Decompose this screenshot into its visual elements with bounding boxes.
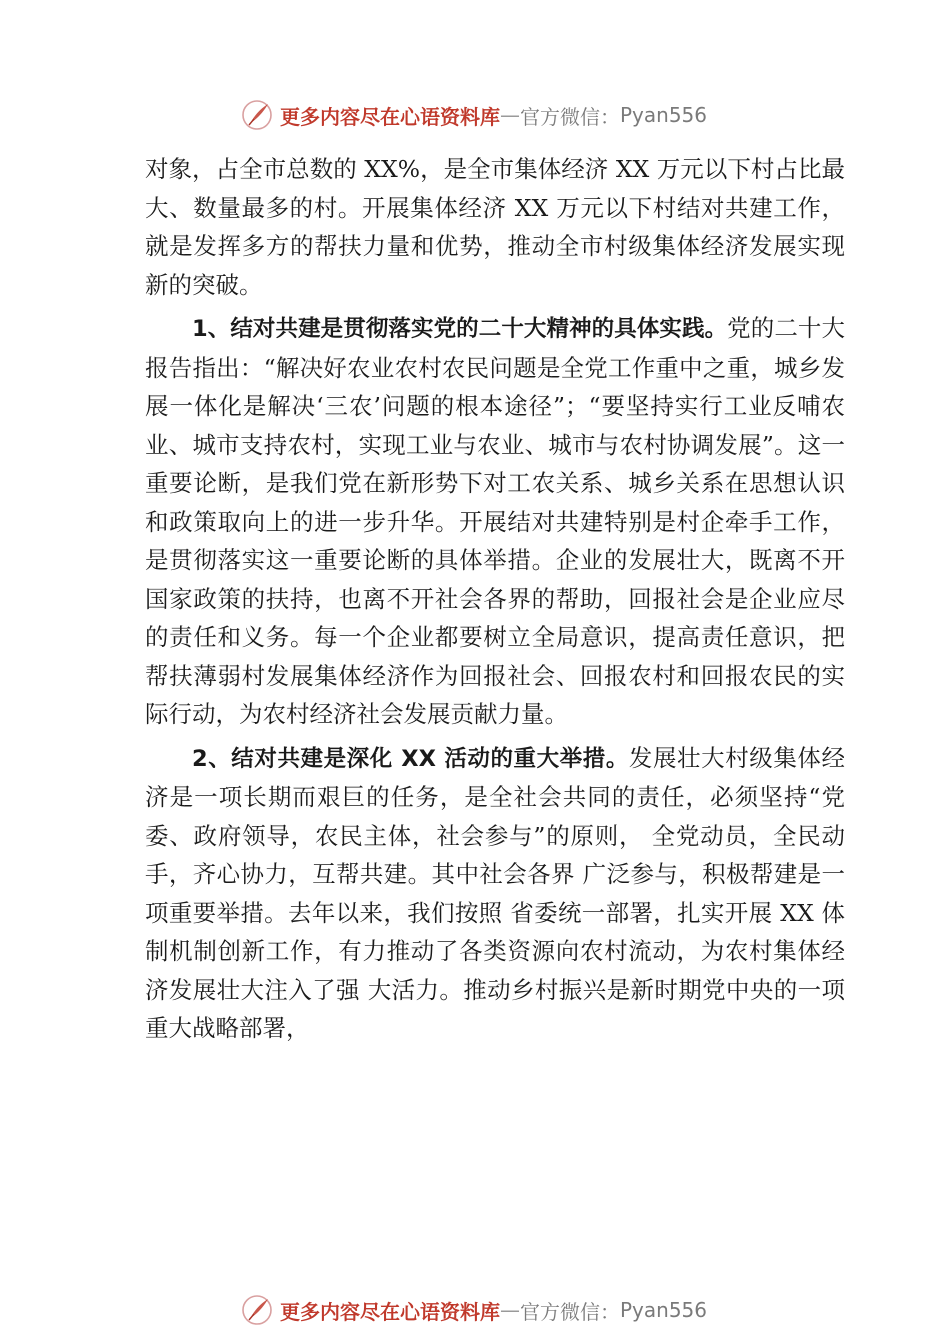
watermark-wechat-id: Pyan556 (620, 1298, 708, 1322)
paragraph-text: 对象，占全市总数的 XX%，是全市集体经济 XX 万元以下村占比最大、数量最多的村。开展集体经济 XX 万元以下村结对共建工作，就是发挥多方的帮扶力量和优势，推动全市村级集体经济发展实现新的突破。 (145, 155, 845, 299)
paragraph-text: 党的二十大报告指出：“解决好农业农村农民问题是全党工作重中之重，城乡发展一体化是解决‘三农’问题的根本途径”；“要坚持实行工业反哺农业、城市支持农村，实现工业与农业、城市与农村协调发展”。这一重要论断，是我们党在新形势下对工农关系、城乡关系在思想认识和政策取向上的进一步升华。开展结对共建特别是村企牵手工作，是贯彻落实这一重要论断的具体举措。企业的发展壮大，既离不开国家政策的扶持，也离不开社会各界的帮助，回报社会是企业应尽的责任和义务。每一个企业都要树立全局意识，提高责任意识，把帮扶薄弱村发展集体经济作为回报社会、回报农村和回报农民的实际行动，为农村经济社会发展贡献力量。 (145, 314, 845, 728)
watermark-wechat-id: Pyan556 (620, 103, 708, 127)
quill-logo-icon (240, 98, 274, 132)
watermark-dash: — (500, 103, 520, 127)
paragraph-text: 发展壮大村级集体经济是一项长期而艰巨的任务，是全社会共同的责任，必须坚持“党委、政府领导，农民主体，社会参与”的原则， 全党动员，全民动手，齐心协力，互帮共建。其中社会各界 广泛参与，积极帮建是一项重要举措。去年以来，我们按照 省委统一部署，扎实开展 XX 体制机制创新工作，有力推动了各类资源向农村流动，为农村集体经济发展壮大注入了强 大活力。推动乡村振兴是新时期党中央的一项重大战略部署， (145, 743, 845, 1042)
watermark-wechat-label: 官方微信： (520, 1299, 620, 1324)
document-body (145, 150, 845, 1048)
watermark-library-text: 更多内容尽在心语资料库 (280, 1299, 500, 1324)
footer-watermark (240, 1290, 707, 1330)
quill-logo-icon (240, 1293, 274, 1327)
paragraph-point-1 (145, 309, 845, 734)
watermark-dash: — (500, 1298, 520, 1322)
paragraph-lead: 2、结对共建是深化 XX 活动的重大举措。 (192, 745, 629, 772)
watermark-library-text: 更多内容尽在心语资料库 (280, 104, 500, 129)
watermark-wechat-label: 官方微信： (520, 104, 620, 129)
paragraph-lead: 1、结对共建是贯彻落实党的二十大精神的具体实践。 (192, 316, 728, 342)
header-watermark (240, 95, 707, 135)
paragraph-intro (145, 150, 845, 304)
paragraph-point-2 (145, 739, 845, 1048)
